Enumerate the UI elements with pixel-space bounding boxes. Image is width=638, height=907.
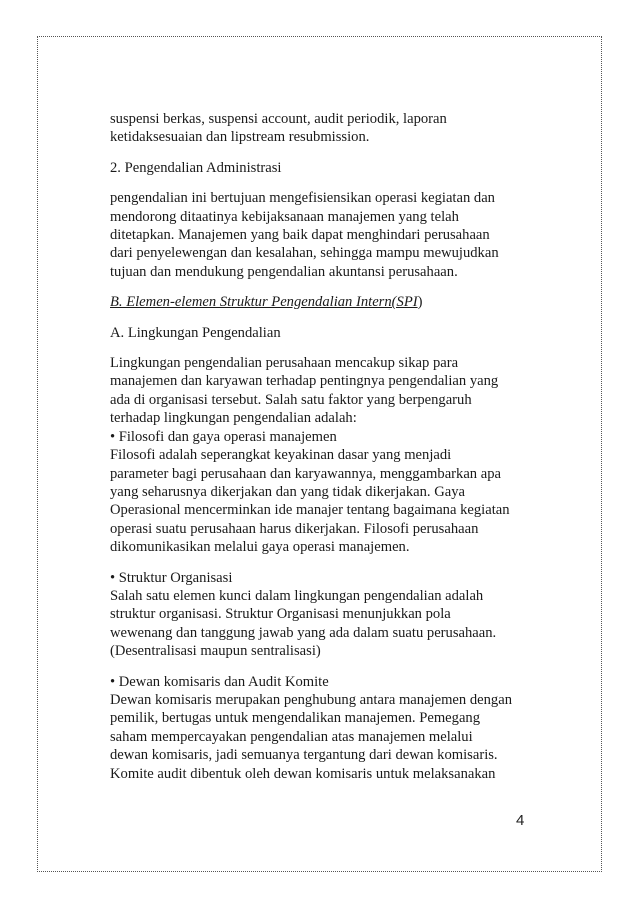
text-line: Salah satu elemen kunci dalam lingkungan pengendalian adalah: [110, 587, 484, 604]
text-line: dewan komisaris, jadi semuanya tergantung dari dewan komisaris.: [110, 747, 498, 764]
text-line: tujuan dan mendukung pengendalian akuntansi perusahaan.: [110, 263, 458, 280]
text-line: suspensi berkas, suspensi account, audit periodik, laporan: [110, 111, 447, 127]
text-line: manajemen dan karyawan terhadap pentingnya pengendalian yang: [110, 373, 499, 390]
page-content: [110, 110, 530, 795]
text-line: ketidaksesuaian dan lipstream resubmission.: [110, 129, 370, 146]
text-line: pemilik, bertugas untuk mengendalikan manajemen. Pemegang: [110, 710, 481, 727]
text-line: ditetapkan. Manajemen yang baik dapat menghindari perusahaan: [110, 227, 490, 244]
text-line: Operasional mencerminkan ide manajer tentang bagaimana kegiatan: [110, 502, 510, 519]
text-line: terhadap lingkungan pengendalian adalah:: [110, 410, 357, 427]
text-line: mendorong ditaatinya kebijaksanaan manajemen yang telah: [110, 208, 459, 225]
text-line: wewenang dan tanggung jawab yang ada dalam suatu perusahaan.: [110, 624, 497, 641]
heading-tail: ): [417, 294, 423, 311]
section-heading-elemen-spi: [110, 293, 530, 311]
text-line: (Desentralisasi maupun sentralisasi): [110, 643, 321, 660]
text-line: Dewan komisaris merupakan penghubung antara manajemen dengan: [110, 691, 512, 708]
paragraph-5: [110, 673, 530, 783]
text-line: • Filosofi dan gaya operasi manajemen: [110, 428, 337, 445]
section-heading-pengendalian-administrasi: [110, 159, 530, 177]
text-line: 2. Pengendalian Administrasi: [110, 159, 282, 176]
text-line: Komite audit dibentuk oleh dewan komisaris untuk melaksanakan: [110, 765, 496, 782]
text-line: parameter bagi perusahaan dan karyawannya, menggambarkan apa: [110, 465, 502, 482]
text-line: dikomunikasikan melalui gaya operasi manajemen.: [110, 539, 410, 556]
heading-underlined: B. Elemen-elemen Struktur Pengendalian Intern(SPI: [110, 294, 418, 311]
paragraph-2: [110, 189, 530, 281]
text-line: Filosofi adalah seperangkat keyakinan dasar yang menjadi: [110, 447, 452, 464]
text-line: struktur organisasi. Struktur Organisasi menunjukkan pola: [110, 606, 451, 623]
page-number: 4: [516, 812, 525, 829]
section-heading-lingkungan-pengendalian: [110, 324, 530, 342]
paragraph-1: [110, 110, 530, 147]
text-line: yang seharusnya dikerjakan dan yang tidak dikerjakan. Gaya: [110, 483, 465, 500]
text-line: dari penyelewengan dan kesalahan, sehingga mampu mewujudkan: [110, 245, 499, 262]
paragraph-3: [110, 354, 530, 556]
text-line: • Dewan komisaris dan Audit Komite: [110, 673, 329, 690]
text-line: • Struktur Organisasi: [110, 569, 233, 586]
text-line: saham mempercayakan pengendalian atas manajemen melalui: [110, 728, 473, 745]
paragraph-4: [110, 569, 530, 661]
text-line: operasi suatu perusahaan harus dikerjakan. Filosofi perusahaan: [110, 520, 479, 537]
text-line: A. Lingkungan Pengendalian: [110, 324, 281, 341]
text-line: pengendalian ini bertujuan mengefisiensikan operasi kegiatan dan: [110, 190, 495, 207]
text-line: ada di organisasi tersebut. Salah satu faktor yang berpengaruh: [110, 391, 472, 408]
text-line: Lingkungan pengendalian perusahaan mencakup sikap para: [110, 355, 459, 372]
